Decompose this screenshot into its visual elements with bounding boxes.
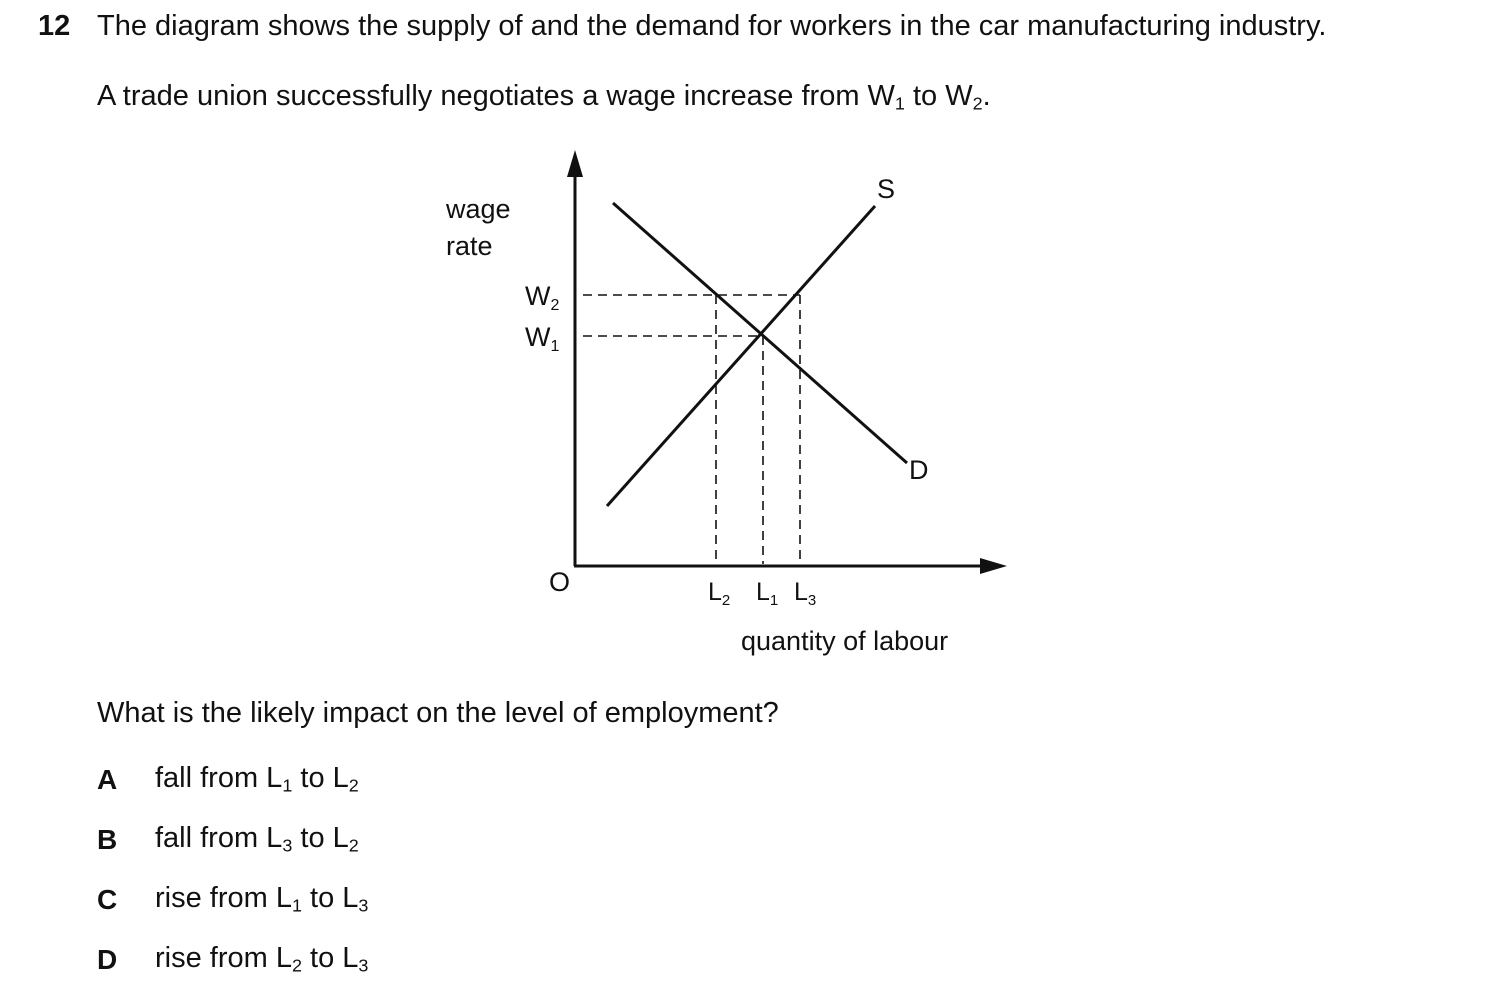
context-text-a: A trade union successfully negotiates a wage increase from W <box>97 80 895 112</box>
l2-label: $L_2$ <box>708 578 731 609</box>
supply-curve <box>607 206 875 506</box>
demand-label: D <box>909 455 929 485</box>
l1-label: $L_1$ <box>756 578 779 609</box>
option-d-text[interactable]: rise from $L_2$ to $L_3$ <box>155 942 369 976</box>
w2-label: W2 <box>525 281 560 314</box>
demand-curve <box>613 203 907 463</box>
context-sub-2: 2 <box>972 93 983 114</box>
l3-label: $L_3$ <box>794 578 817 609</box>
y-axis-label-rate: rate <box>446 231 493 261</box>
supply-label: S <box>877 174 896 204</box>
x-axis-label: quantity of labour <box>741 626 949 656</box>
x-axis-arrow <box>980 558 1007 574</box>
y-axis-label-wage: wage <box>446 194 511 224</box>
option-c-text[interactable]: rise from $L_1$ to $L_3$ <box>155 882 369 916</box>
option-a-text[interactable]: fall from $L_1$ to $L_2$ <box>155 762 359 796</box>
context-text-b: to W <box>904 80 973 112</box>
origin-label: O <box>549 567 571 597</box>
question-intro: The diagram shows the supply of and the demand for workers in the car manufacturing industry. <box>97 10 1327 42</box>
question-prompt: What is the likely impact on the level of employment? <box>97 697 779 729</box>
context-sub-1: 1 <box>894 93 905 114</box>
question-number: 12 <box>38 10 71 42</box>
option-b-letter[interactable]: B <box>97 824 118 855</box>
w1-label: W1 <box>525 322 560 355</box>
option-d-letter[interactable]: D <box>97 944 118 975</box>
option-c-letter[interactable]: C <box>97 884 118 915</box>
option-a-letter[interactable]: A <box>97 764 118 795</box>
context-text-c: . <box>982 80 991 112</box>
option-b-text[interactable]: fall from $L_3$ to $L_2$ <box>155 822 359 856</box>
y-axis-arrow <box>567 150 583 177</box>
